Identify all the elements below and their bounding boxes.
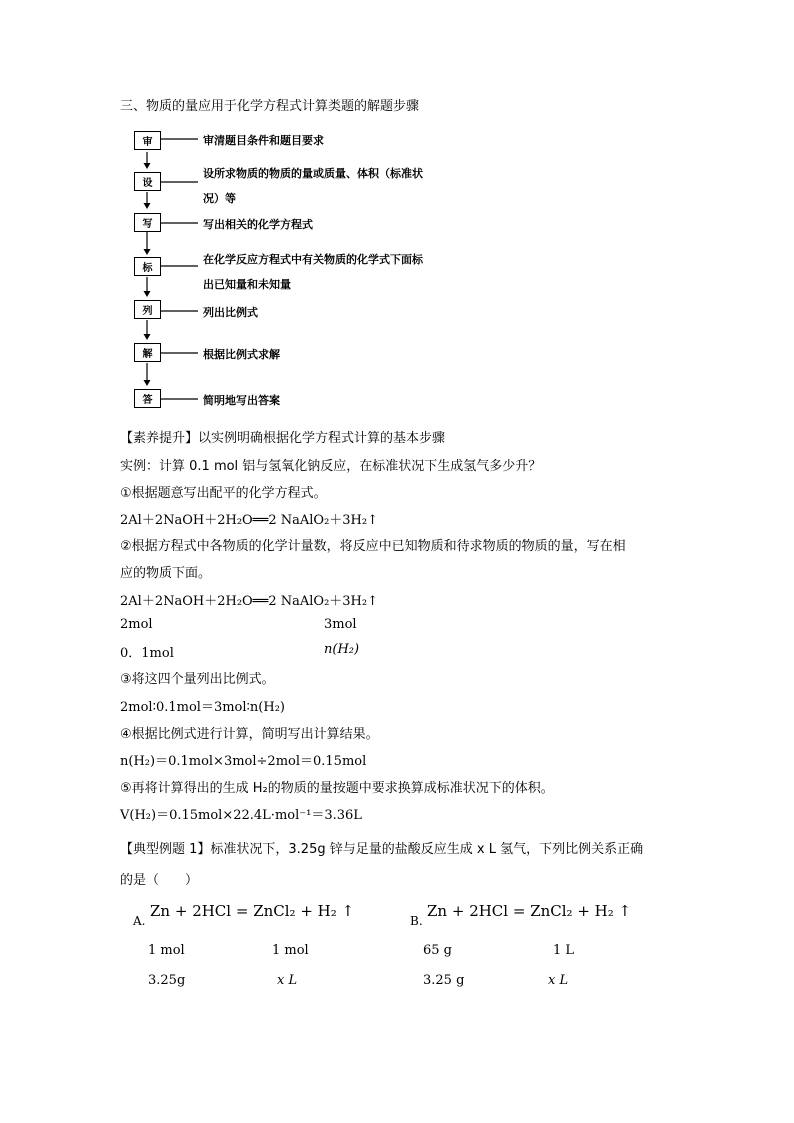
amount-h2: 3mol bbox=[324, 617, 357, 632]
step-5: ⑤再将计算得出的生成 H₂的物质的量按题中要求换算成标准状况下的体积。 bbox=[120, 781, 554, 796]
flow-desc-2a: 设所求物质的物质的量或质量、体积（标准状 bbox=[203, 167, 423, 180]
flow-box-da: 答 bbox=[134, 389, 161, 408]
result: n(H₂)＝0.1mol×3mol÷2mol＝0.15mol bbox=[120, 754, 367, 769]
option-b-r2c1: 3.25 g bbox=[423, 973, 465, 988]
lesson-heading: 【素养提升】以实例明确根据化学方程式计算的基本步骤 bbox=[120, 431, 446, 446]
equation-1: 2Al＋2NaOH＋2H₂O══2 NaAlO₂＋3H₂↑ bbox=[120, 513, 378, 528]
option-b-r1c1: 65 g bbox=[423, 943, 452, 958]
flow-desc-2b: 况）等 bbox=[203, 192, 236, 205]
example-question: 实例：计算 0.1 mol 铝与氢氧化钠反应，在标准状况下生成氢气多少升？ bbox=[120, 459, 542, 474]
flow-box-she: 设 bbox=[134, 172, 161, 191]
step-2b: 应的物质下面。 bbox=[120, 566, 212, 581]
flow-box-xie: 写 bbox=[134, 213, 161, 232]
flow-box-jie: 解 bbox=[134, 343, 161, 362]
flow-desc-6: 根据比例式求解 bbox=[203, 348, 280, 361]
flow-desc-4b: 出已知量和未知量 bbox=[203, 278, 291, 291]
step-4: ④根据比例式进行计算，简明写出计算结果。 bbox=[120, 727, 379, 742]
flow-box-biao: 标 bbox=[134, 257, 161, 276]
option-b-r2c2: x L bbox=[548, 973, 569, 988]
option-a-r2c1: 3.25g bbox=[148, 973, 186, 988]
flow-desc-1: 审清题目条件和题目要求 bbox=[203, 134, 324, 147]
unknown-h2: n(H₂) bbox=[324, 642, 360, 657]
option-a-r1c1: 1 mol bbox=[148, 943, 185, 958]
example1-heading-b: 的是（ ） bbox=[120, 873, 199, 888]
flow-box-lie: 列 bbox=[134, 300, 161, 319]
flow-desc-3: 写出相关的化学方程式 bbox=[203, 218, 313, 231]
equation-2: 2Al＋2NaOH＋2H₂O══2 NaAlO₂＋3H₂↑ bbox=[120, 594, 378, 609]
amount-al: 2mol bbox=[120, 617, 153, 632]
option-a-r1c2: 1 mol bbox=[272, 943, 309, 958]
flow-desc-5: 列出比例式 bbox=[203, 306, 258, 319]
proportion: 2mol∶0.1mol＝3mol∶n(H₂) bbox=[120, 700, 285, 715]
option-b-label: B. bbox=[410, 914, 423, 928]
step-1: ①根据题意写出配平的化学方程式。 bbox=[120, 486, 327, 501]
volume: V(H₂)＝0.15mol×22.4L·mol⁻¹＝3.36L bbox=[120, 808, 362, 823]
option-a-label: A. bbox=[133, 914, 146, 928]
option-a-equation: Zn + 2HCl = ZnCl₂ + H₂ ↑ bbox=[150, 902, 355, 920]
example1-heading-a: 【典型例题 1】标准状况下，3.25g 锌与足量的盐酸反应生成 x L 氢气，下列比例关系正确 bbox=[120, 842, 644, 857]
step-3: ③将这四个量列出比例式。 bbox=[120, 672, 275, 687]
given-al: 0．1mol bbox=[120, 646, 174, 661]
section-title: 三、物质的量应用于化学方程式计算类题的解题步骤 bbox=[120, 99, 420, 114]
option-a-r2c2: x L bbox=[277, 973, 298, 988]
option-b-r1c2: 1 L bbox=[553, 943, 575, 958]
step-2a: ②根据方程式中各物质的化学计量数，将反应中已知物质和待求物质的物质的量，写在相 bbox=[120, 539, 626, 554]
flow-desc-4a: 在化学反应方程式中有关物质的化学式下面标 bbox=[203, 253, 423, 266]
flow-box-shen: 审 bbox=[134, 131, 161, 150]
option-b-equation: Zn + 2HCl = ZnCl₂ + H₂ ↑ bbox=[427, 902, 632, 920]
flow-desc-7: 简明地写出答案 bbox=[203, 394, 280, 407]
